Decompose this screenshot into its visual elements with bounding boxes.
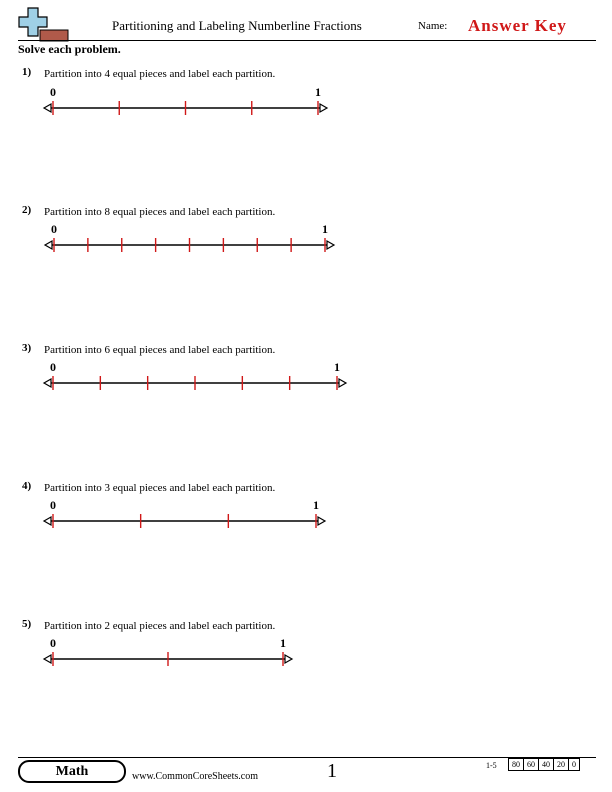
arrowhead-icon: [44, 379, 51, 387]
end-label: 1: [334, 360, 340, 374]
plus-logo-icon: [18, 6, 70, 42]
number-line: [0, 629, 612, 679]
instruction-text: Solve each problem.: [18, 42, 121, 56]
problem-prompt: Partition into 6 equal pieces and label each partition.: [44, 344, 276, 356]
score-cell: 0: [569, 759, 580, 771]
score-cell: 60: [524, 759, 539, 771]
header-divider: [18, 40, 596, 41]
score-cell: 80: [509, 759, 524, 771]
number-line: [0, 78, 612, 128]
end-label: 1: [322, 222, 328, 236]
arrowhead-icon: [45, 241, 52, 249]
problem-prompt: Partition into 4 equal pieces and label each partition.: [44, 68, 276, 80]
problem-prompt: Partition into 8 equal pieces and label each partition.: [44, 206, 276, 218]
problem-number: 3): [22, 342, 32, 354]
arrowhead-icon: [320, 104, 327, 112]
start-label: 0: [51, 222, 57, 236]
end-label: 1: [313, 498, 319, 512]
page-title: Partitioning and Labeling Numberline Fractions: [112, 18, 362, 33]
problem-prompt: Partition into 2 equal pieces and label each partition.: [44, 620, 276, 632]
problem-number: 5): [22, 618, 32, 630]
arrowhead-icon: [327, 241, 334, 249]
name-label: Name:: [418, 20, 448, 32]
arrowhead-icon: [285, 655, 292, 663]
end-label: 1: [315, 85, 321, 99]
answer-key-label: Answer Key: [468, 16, 567, 35]
end-label: 1: [280, 636, 286, 650]
score-range-label: 1-5: [486, 761, 497, 770]
problem-number: 2): [22, 204, 32, 216]
number-line: [0, 491, 612, 541]
number-line: [0, 215, 612, 265]
arrowhead-icon: [318, 517, 325, 525]
subject-badge: Math: [18, 760, 126, 783]
start-label: 0: [50, 85, 56, 99]
score-cell: 20: [554, 759, 569, 771]
problem-number: 4): [22, 480, 32, 492]
score-cell: 40: [539, 759, 554, 771]
start-label: 0: [50, 498, 56, 512]
start-label: 0: [50, 636, 56, 650]
arrowhead-icon: [44, 517, 51, 525]
page-number: 1: [327, 760, 337, 782]
problem-number: 1): [22, 66, 32, 78]
start-label: 0: [50, 360, 56, 374]
number-line: [0, 353, 612, 403]
arrowhead-icon: [339, 379, 346, 387]
score-table: [508, 758, 580, 771]
problem-prompt: Partition into 3 equal pieces and label each partition.: [44, 482, 276, 494]
website-url: www.CommonCoreSheets.com: [132, 771, 259, 782]
arrowhead-icon: [44, 104, 51, 112]
arrowhead-icon: [44, 655, 51, 663]
